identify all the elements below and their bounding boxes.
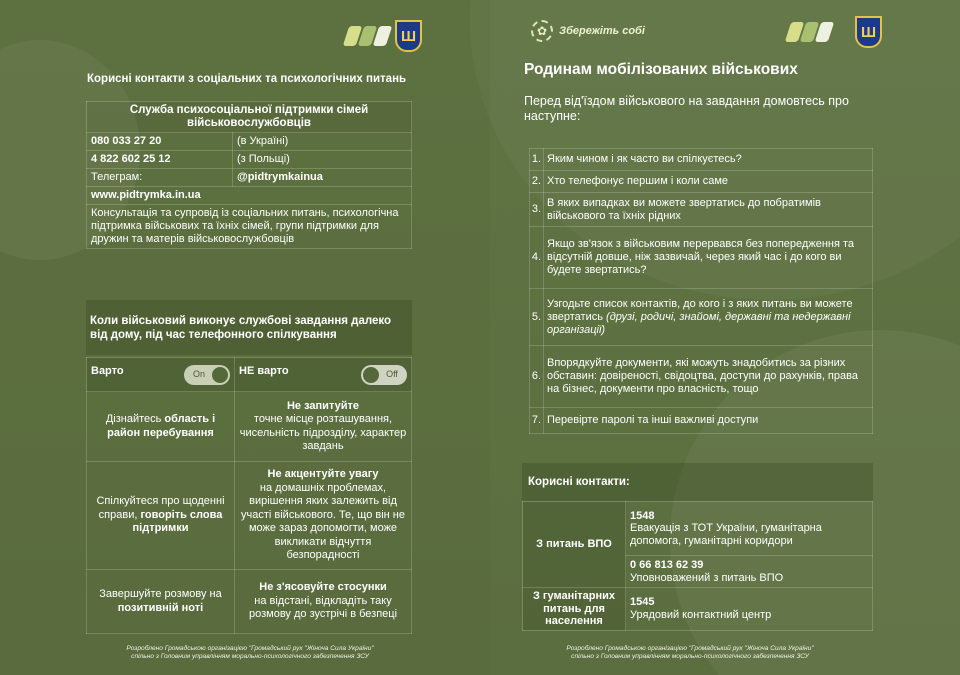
trident-emblem-icon: Ш	[855, 16, 882, 48]
do-bold: позитивній ноті	[117, 601, 204, 614]
do-text: Дізнайтесь	[105, 413, 165, 425]
checklist-item: Яким чином і як часто ви спілкуєтесь?	[544, 149, 873, 171]
dont-header	[235, 358, 412, 392]
trident-emblem-icon: Ш	[395, 20, 422, 52]
right-logos	[788, 16, 882, 48]
service-title: Служба психосоціальної підтримки сімей військовослужбовців	[87, 102, 412, 133]
contact-cell	[626, 556, 873, 588]
vpo-label: З питань ВПО	[523, 502, 626, 588]
item-number: 7.	[530, 408, 544, 434]
contact-cell	[626, 588, 873, 631]
contact-cell	[626, 502, 873, 556]
checklist-item	[544, 289, 873, 346]
left-footer	[70, 645, 430, 661]
wsu-logo-icon	[346, 26, 389, 46]
contact-number[interactable]: 1545	[630, 596, 655, 609]
website-link[interactable]: www.pidtrymka.in.ua	[87, 187, 412, 205]
service-description: Консультація та супровід із соціальних питань, психологічна підтримка військових та їхніх сімей, групи підтримки для дружин та матерів військовослужбовців	[87, 205, 412, 249]
phone-poland[interactable]: 4 822 602 25 12	[87, 151, 233, 169]
dont-cell	[235, 392, 412, 462]
phone-poland-note: (з Польщі)	[232, 151, 411, 169]
on-toggle-label: On	[192, 368, 205, 379]
off-toggle[interactable]	[361, 365, 407, 385]
telegram-handle[interactable]: @pidtrymkainua	[232, 169, 411, 187]
off-toggle-label: Off	[386, 368, 398, 379]
useful-contacts-title: Корисні контакти:	[528, 476, 630, 488]
section2-header	[86, 300, 412, 355]
toggle-knob-icon	[212, 367, 228, 383]
dont-cell	[235, 570, 412, 634]
on-toggle[interactable]	[184, 365, 230, 385]
dont-bold: Не запитуйте	[286, 399, 359, 412]
do-cell	[87, 392, 235, 462]
section2-title: Коли військовий виконує службові завдання далеко від дому, під час телефонного спілкування	[90, 315, 392, 341]
footer-line-1: Розроблено Громадською організацією "Громадський рух "Жіноча Сила України"	[126, 645, 374, 652]
checklist-item: Хто телефонує першим і коли саме	[544, 171, 873, 193]
item-number: 4.	[530, 227, 544, 289]
do-header	[87, 358, 235, 392]
checklist-table	[529, 148, 873, 434]
contact-number[interactable]: 0 66 813 62 39	[630, 559, 704, 571]
intro-text: Перед від'їздом військового на завдання домовтесь про наступне:	[524, 94, 849, 123]
item-italic: (друзі, родичі, знайомі, державні та недержавні організації)	[547, 310, 851, 336]
checklist-item: Якщо зв'язок з військовим перервався без попередження та відсутній довше, ніж зазвичай, через який час і до кого ви будете звертатись?	[544, 227, 873, 289]
dos-donts-table	[86, 357, 412, 634]
item-number: 1.	[530, 149, 544, 171]
checklist-item: Перевірте паролі та інші важливі доступи	[544, 408, 873, 434]
brand	[531, 20, 645, 42]
toggle-knob-icon	[363, 367, 379, 383]
wsu-logo-icon	[788, 22, 831, 42]
item-number: 6.	[530, 346, 544, 408]
contact-desc: Евакуація з ТОТ України, гуманітарна допомога, гуманітарні коридори	[630, 522, 822, 547]
item-text: Узгодьте список контактів, до кого і з яких питань ви можете звертатись	[547, 297, 853, 323]
do-text: Завершуйте розмову на	[99, 588, 222, 600]
footer-line-2: спільно з Головним управлінням морально-психологічного забезпечення ЗСУ	[131, 653, 369, 660]
telegram-label: Телеграм:	[87, 169, 233, 187]
brand-flower-icon: ✿	[531, 20, 553, 42]
checklist-item: В яких випадках ви можете звертатись до побратимів військового та їхніх рідних	[544, 193, 873, 227]
dont-bold: Не акцентуйте увагу	[267, 468, 379, 481]
do-bold: говоріть слова підтримки	[132, 508, 223, 535]
dont-bold: Не з'ясовуйте стосунки	[259, 581, 387, 594]
right-footer	[505, 645, 875, 661]
useful-contacts-header	[522, 463, 873, 501]
dont-text: точне місце розташування, чисельність підрозділу, характер завдань	[239, 413, 407, 452]
footer-line-2: спільно з Головним управлінням морально-психологічного забезпечення ЗСУ	[571, 653, 809, 660]
do-cell	[87, 570, 235, 634]
contacts-table	[522, 501, 873, 631]
item-number: 5.	[530, 289, 544, 346]
dont-text: на відстані, відкладіть таку розмову до зустрічі в безпеці	[248, 594, 398, 621]
item-number: 3.	[530, 193, 544, 227]
do-label: Варто	[91, 364, 124, 377]
contacts-title: Корисні контакти з соціальних та психологічних питань	[87, 73, 407, 85]
checklist-item: Впорядкуйте документи, які можуть знадобитись за різних обставин: довіреності, свідоцтва, доступи до рахунків, права на бізнес, документи про власність, тощо	[544, 346, 873, 408]
do-cell	[87, 462, 235, 570]
do-bold: область і район перебування	[107, 413, 216, 439]
page-title: Родинам мобілізованих військових	[524, 61, 798, 78]
dont-label: НЕ варто	[239, 364, 289, 377]
left-logos	[346, 20, 422, 52]
humanitarian-label: З гуманітарних питань для населення	[523, 588, 626, 631]
contact-desc: Урядовий контактний центр	[630, 608, 772, 621]
contact-desc: Уповноважений з питань ВПО	[630, 571, 784, 584]
brand-name: Збережіть собі	[559, 25, 645, 37]
dont-cell	[235, 462, 412, 570]
contact-number[interactable]: 1548	[630, 509, 655, 522]
dont-text: на домашніх проблемах, вирішення яких залежить від участі військового. Те, що він не може зараз допомогти, може викликати відчуття безпорадності	[241, 481, 405, 562]
item-number: 2.	[530, 171, 544, 193]
service-table	[86, 101, 412, 249]
phone-ukraine-note: (в Україні)	[232, 133, 411, 151]
footer-line-1: Розроблено Громадською організацією "Громадський рух "Жіноча Сила України"	[566, 645, 814, 652]
phone-ukraine[interactable]: 080 033 27 20	[87, 133, 233, 151]
do-text: Спілкуйтеся про щоденні справи,	[96, 495, 225, 521]
